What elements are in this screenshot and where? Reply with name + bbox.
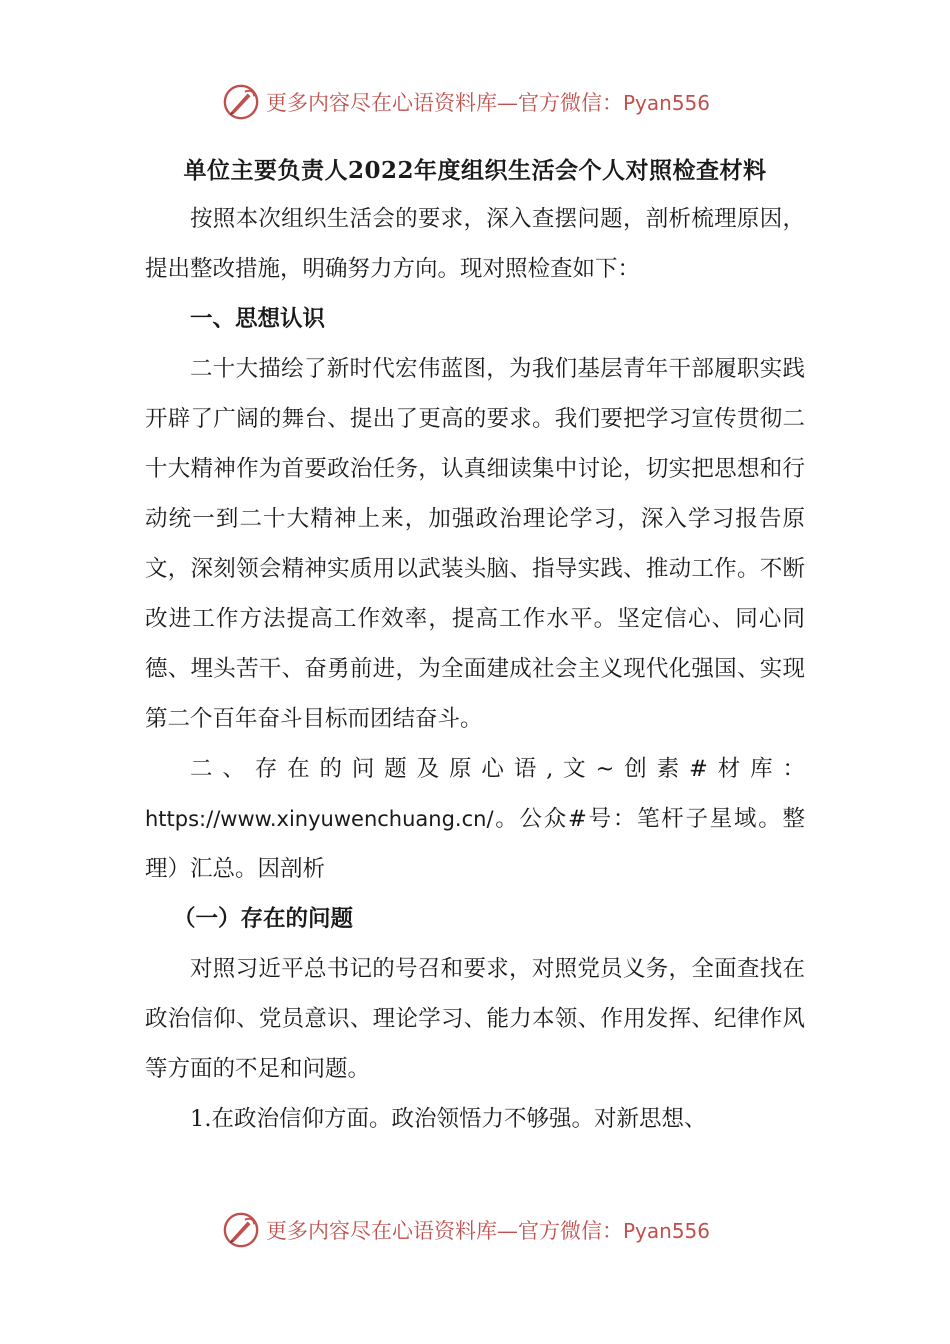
section1-heading: 一、思想认识 <box>190 306 326 332</box>
pen-logo-icon <box>222 83 260 121</box>
banner-text: 更多内容尽在心语资料库—官方微信：Pyan556 <box>266 1219 711 1243</box>
document-title: 单位主要负责人2022年度组织生活会个人对照检查材料 <box>183 157 767 184</box>
header-watermark-banner <box>222 82 742 122</box>
banner-text: 更多内容尽在心语资料库—官方微信：Pyan556 <box>266 91 711 115</box>
subsection1-paragraph: 对照习近平总书记的号召和要求，对照党员义务，全面查找在政治信仰、党员意识、理论学习、能力本领、作用发挥、纪律作风等方面的不足和问题。 <box>145 956 805 1082</box>
document-body <box>145 148 805 1144</box>
source-url: https://www.xinyuwenchuang.cn/ <box>145 807 494 831</box>
pen-logo-icon <box>222 1211 260 1249</box>
intro-paragraph: 按照本次组织生活会的要求，深入查摆问题，剖析梳理原因，提出整改措施，明确努力方向。现对照检查如下： <box>145 206 805 282</box>
section2-heading-paragraph: 二、存在的问题及原心语,文~创素#材库：https://www.xinyuwenchuang.cn/。公众#号：笔杆子星域。整理）汇总。因剖析 <box>145 756 805 882</box>
section1-paragraph: 二十大描绘了新时代宏伟蓝图，为我们基层青年干部履职实践开辟了广阔的舞台、提出了更高的要求。我们要把学习宣传贯彻二十大精神作为首要政治任务，认真细读集中讨论，切实把思想和行动统一到二十大精神上来，加强政治理论学习，深入学习报告原文，深刻领会精神实质用以武装头脑、指导实践、推动工作。不断改进工作方法提高工作效率，提高工作水平。坚定信心、同心同德、埋头苦干、奋勇前进，为全面建成社会主义现代化强国、实现第二个百年奋斗目标而团结奋斗。 <box>145 356 805 732</box>
item1-paragraph: 1.在政治信仰方面。政治领悟力不够强。对新思想、 <box>190 1106 707 1132</box>
footer-watermark-banner <box>222 1210 742 1250</box>
subsection1-heading: （一）存在的问题 <box>173 906 354 932</box>
